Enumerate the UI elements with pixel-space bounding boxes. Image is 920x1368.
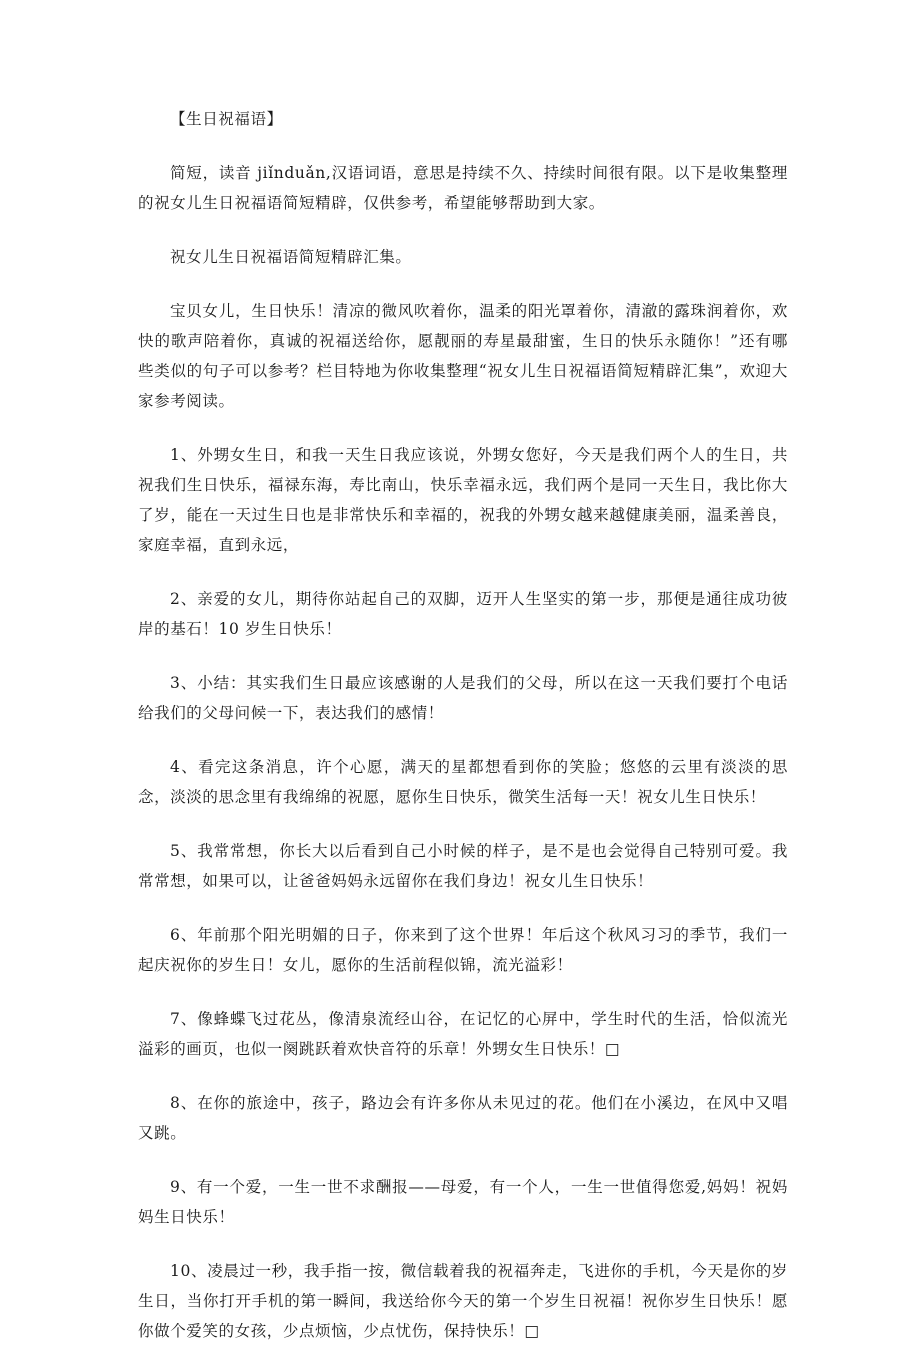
document-body <box>138 104 788 1368</box>
wish-item-3: 3、小结：其实我们生日最应该感谢的人是我们的父母，所以在这一天我们要打个电话给我们的父母问候一下，表达我们的感情！ <box>138 674 788 722</box>
lead-paragraph: 宝贝女儿，生日快乐！清凉的微风吹着你，温柔的阳光罩着你，清澈的露珠润着你，欢快的歌声陪着你，真诚的祝福送给你，愿靓丽的寿星最甜蜜，生日的快乐永随你！”还有哪些类似的句子可以参考？栏目特地为你收集整理“祝女儿生日祝福语简短精辟汇集”，欢迎大家参考阅读。 <box>138 302 788 410</box>
document-title: 【生日祝福语】 <box>170 110 283 128</box>
wish-item-9: 9、有一个爱，一生一世不求酬报——母爱，有一个人，一生一世值得您爱,妈妈！祝妈妈生日快乐！ <box>138 1178 788 1226</box>
intro-paragraph: 简短，读音 jiǐnduǎn,汉语词语，意思是持续不久、持续时间很有限。以下是收集整理的祝女儿生日祝福语简短精辟，仅供参考，希望能够帮助到大家。 <box>138 164 788 212</box>
wish-item-7: 7、像蜂蝶飞过花丛，像清泉流经山谷，在记忆的心屏中，学生时代的生活，恰似流光溢彩的画页，也似一阕跳跃着欢快音符的乐章！外甥女生日快乐！□ <box>138 1010 788 1058</box>
wish-item-1: 1、外甥女生日，和我一天生日我应该说，外甥女您好，今天是我们两个人的生日，共祝我们生日快乐，福禄东海，寿比南山，快乐幸福永远，我们两个是同一天生日，我比你大了岁，能在一天过生日也是非常快乐和幸福的，祝我的外甥女越来越健康美丽，温柔善良，家庭幸福，直到永远， <box>138 446 788 554</box>
wish-item-8: 8、在你的旅途中，孩子，路边会有许多你从未见过的花。他们在小溪边，在风中又唱又跳。 <box>138 1094 788 1142</box>
collection-heading-paragraph: 祝女儿生日祝福语简短精辟汇集。 <box>170 248 412 266</box>
wish-item-2: 2、亲爱的女儿，期待你站起自己的双脚，迈开人生坚实的第一步，那便是通往成功彼岸的基石！10 岁生日快乐！ <box>138 590 788 638</box>
wish-item-6: 6、年前那个阳光明媚的日子，你来到了这个世界！年后这个秋风习习的季节，我们一起庆祝你的岁生日！女儿，愿你的生活前程似锦，流光溢彩！ <box>138 926 788 974</box>
wish-item-5: 5、我常常想，你长大以后看到自己小时候的样子，是不是也会觉得自己特别可爱。我常常想，如果可以，让爸爸妈妈永远留你在我们身边！祝女儿生日快乐！ <box>138 842 788 890</box>
wish-item-4: 4、看完这条消息，许个心愿，满天的星都想看到你的笑脸；悠悠的云里有淡淡的思念，淡淡的思念里有我绵绵的祝愿，愿你生日快乐，微笑生活每一天！祝女儿生日快乐！ <box>138 758 788 806</box>
wish-item-10: 10、凌晨过一秒，我手指一按，微信载着我的祝福奔走，飞进你的手机，今天是你的岁生日，当你打开手机的第一瞬间，我送给你今天的第一个岁生日祝福！祝你岁生日快乐！愿你做个爱笑的女孩，少点烦恼，少点忧伤，保持快乐！□ <box>138 1262 788 1340</box>
